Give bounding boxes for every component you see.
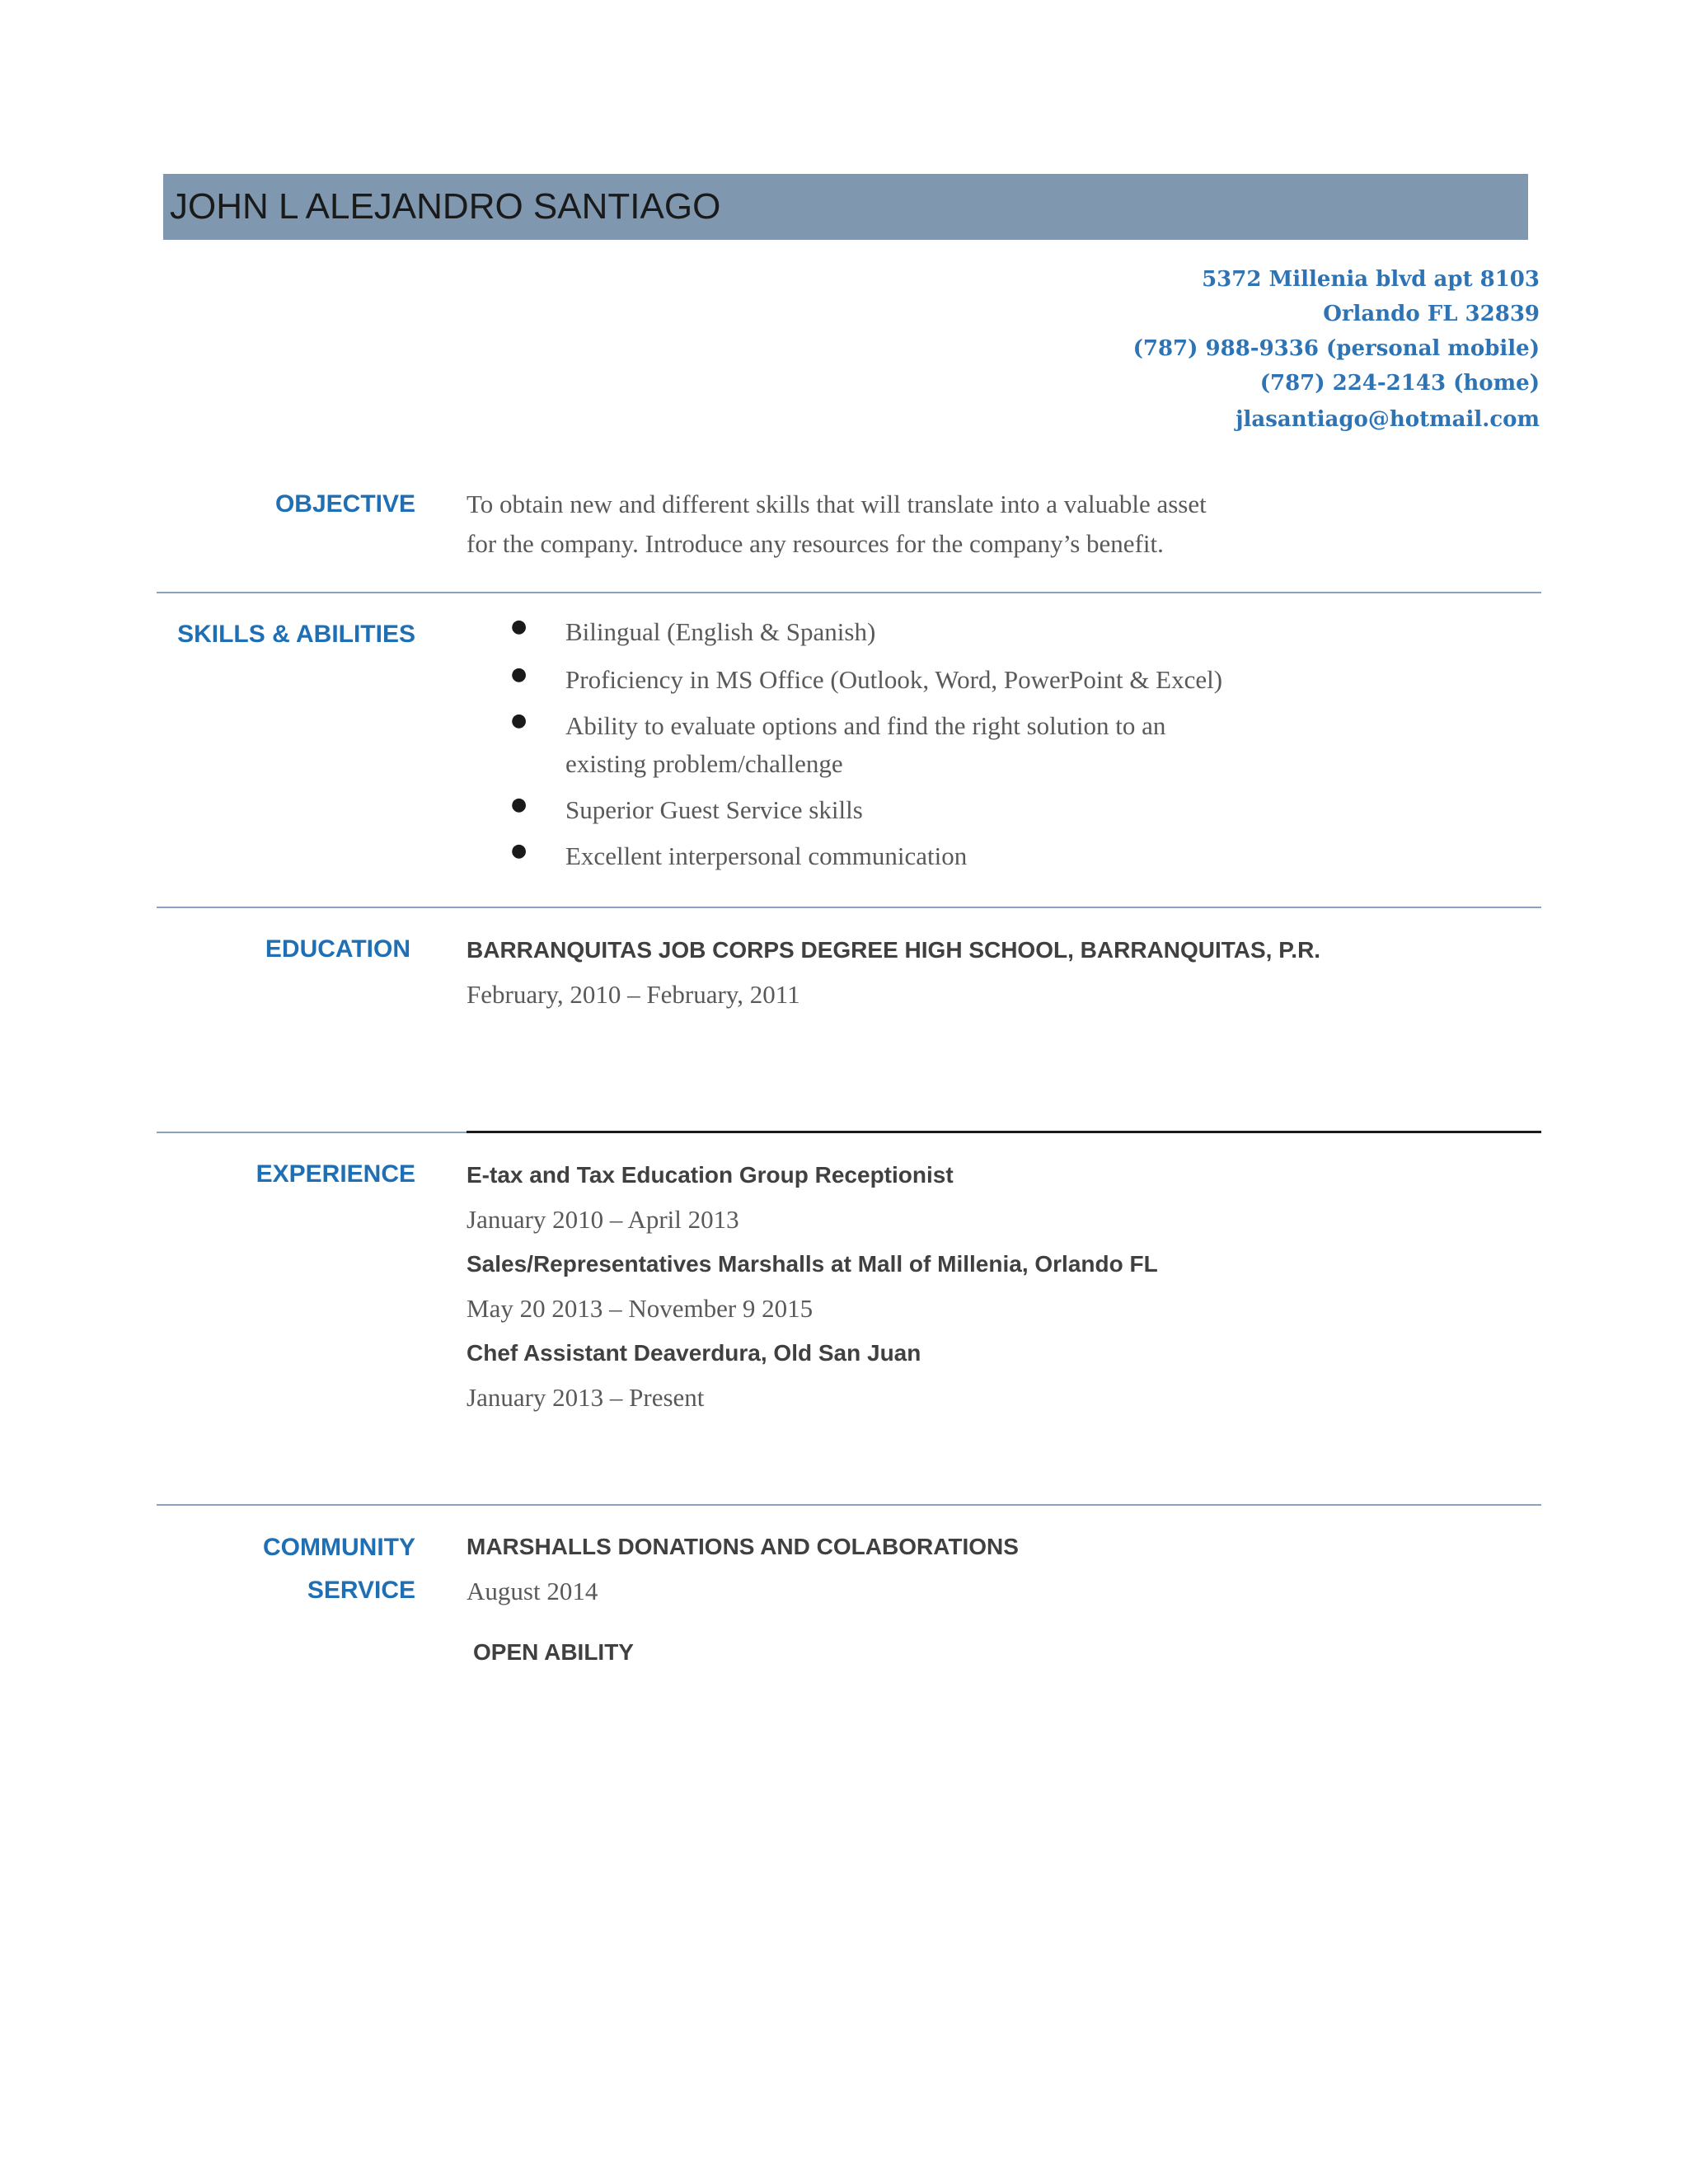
- school-name: BARRANQUITAS JOB CORPS DEGREE HIGH SCHOOL, BARRANQUITAS, P.R.: [467, 937, 1321, 963]
- contact-block: [1133, 262, 1540, 437]
- bullet-icon: ●: [511, 710, 528, 731]
- bullet-icon: ●: [511, 616, 528, 637]
- section-divider: [157, 1132, 467, 1133]
- community-entry: [467, 1525, 1019, 1675]
- phone-home: (787) 224-2143 (home): [1259, 371, 1540, 396]
- bullet-icon: ●: [511, 794, 528, 815]
- candidate-name: JOHN L ALEJANDRO SANTIAGO: [170, 186, 721, 227]
- experience-list: [467, 1153, 1158, 1420]
- objective-line-2: for the company. Introduce any resources for the company’s benefit.: [467, 529, 1164, 558]
- phone-mobile: (787) 988-9336 (personal mobile): [1132, 336, 1540, 361]
- experience-heading: EXPERIENCE: [256, 1160, 415, 1188]
- name-banner: [163, 174, 1528, 240]
- job-dates: January 2013 – Present: [467, 1383, 705, 1412]
- list-item: ● Bilingual (English & Spanish): [511, 616, 876, 646]
- job-dates: May 20 2013 – November 9 2015: [467, 1294, 814, 1323]
- job-title: Chef Assistant Deaverdura, Old San Juan: [467, 1340, 921, 1366]
- job-title: Sales/Representatives Marshalls at Mall of Millenia, Orlando FL: [467, 1251, 1158, 1277]
- list-item: ● Superior Guest Service skills: [511, 794, 863, 824]
- section-divider: [157, 907, 1541, 908]
- community-title: MARSHALLS DONATIONS AND COLABORATIONS: [467, 1534, 1019, 1559]
- job-title: E-tax and Tax Education Group Receptionist: [467, 1162, 954, 1188]
- objective-text: [467, 485, 1207, 564]
- job-dates: January 2010 – April 2013: [467, 1205, 739, 1234]
- bullet-icon: ●: [511, 841, 528, 861]
- skills-heading: SKILLS & ABILITIES: [177, 621, 415, 648]
- community-title-2: OPEN ABILITY: [473, 1639, 634, 1665]
- list-item: ● Excellent interpersonal communication: [511, 841, 968, 870]
- objective-line-1: To obtain new and different skills that will translate into a valuable asset: [467, 490, 1207, 518]
- objective-heading: OBJECTIVE: [274, 490, 415, 518]
- education-dates: February, 2010 – February, 2011: [467, 980, 800, 1009]
- email-link[interactable]: jlasantiago@hotmail.com: [1236, 407, 1540, 432]
- list-item: ● Proficiency in MS Office (Outlook, Word, PowerPoint & Excel): [511, 664, 1223, 694]
- section-divider-dark: [467, 1131, 1541, 1133]
- bullet-icon: ●: [511, 664, 528, 685]
- address-line-2: Orlando FL 32839: [1323, 302, 1540, 326]
- skills-list: [511, 613, 1222, 883]
- education-entry: [467, 928, 1320, 1017]
- community-service-heading: COMMUNITY SERVICE: [263, 1534, 415, 1604]
- list-item: ● Ability to evaluate options and find the right solution to an existing problem/challenge: [511, 710, 1166, 778]
- section-divider: [157, 1504, 1541, 1506]
- community-date: August 2014: [467, 1577, 598, 1605]
- education-heading: EDUCATION: [265, 935, 410, 963]
- section-divider: [157, 592, 1541, 593]
- address-line-1: 5372 Millenia blvd apt 8103: [1202, 267, 1540, 292]
